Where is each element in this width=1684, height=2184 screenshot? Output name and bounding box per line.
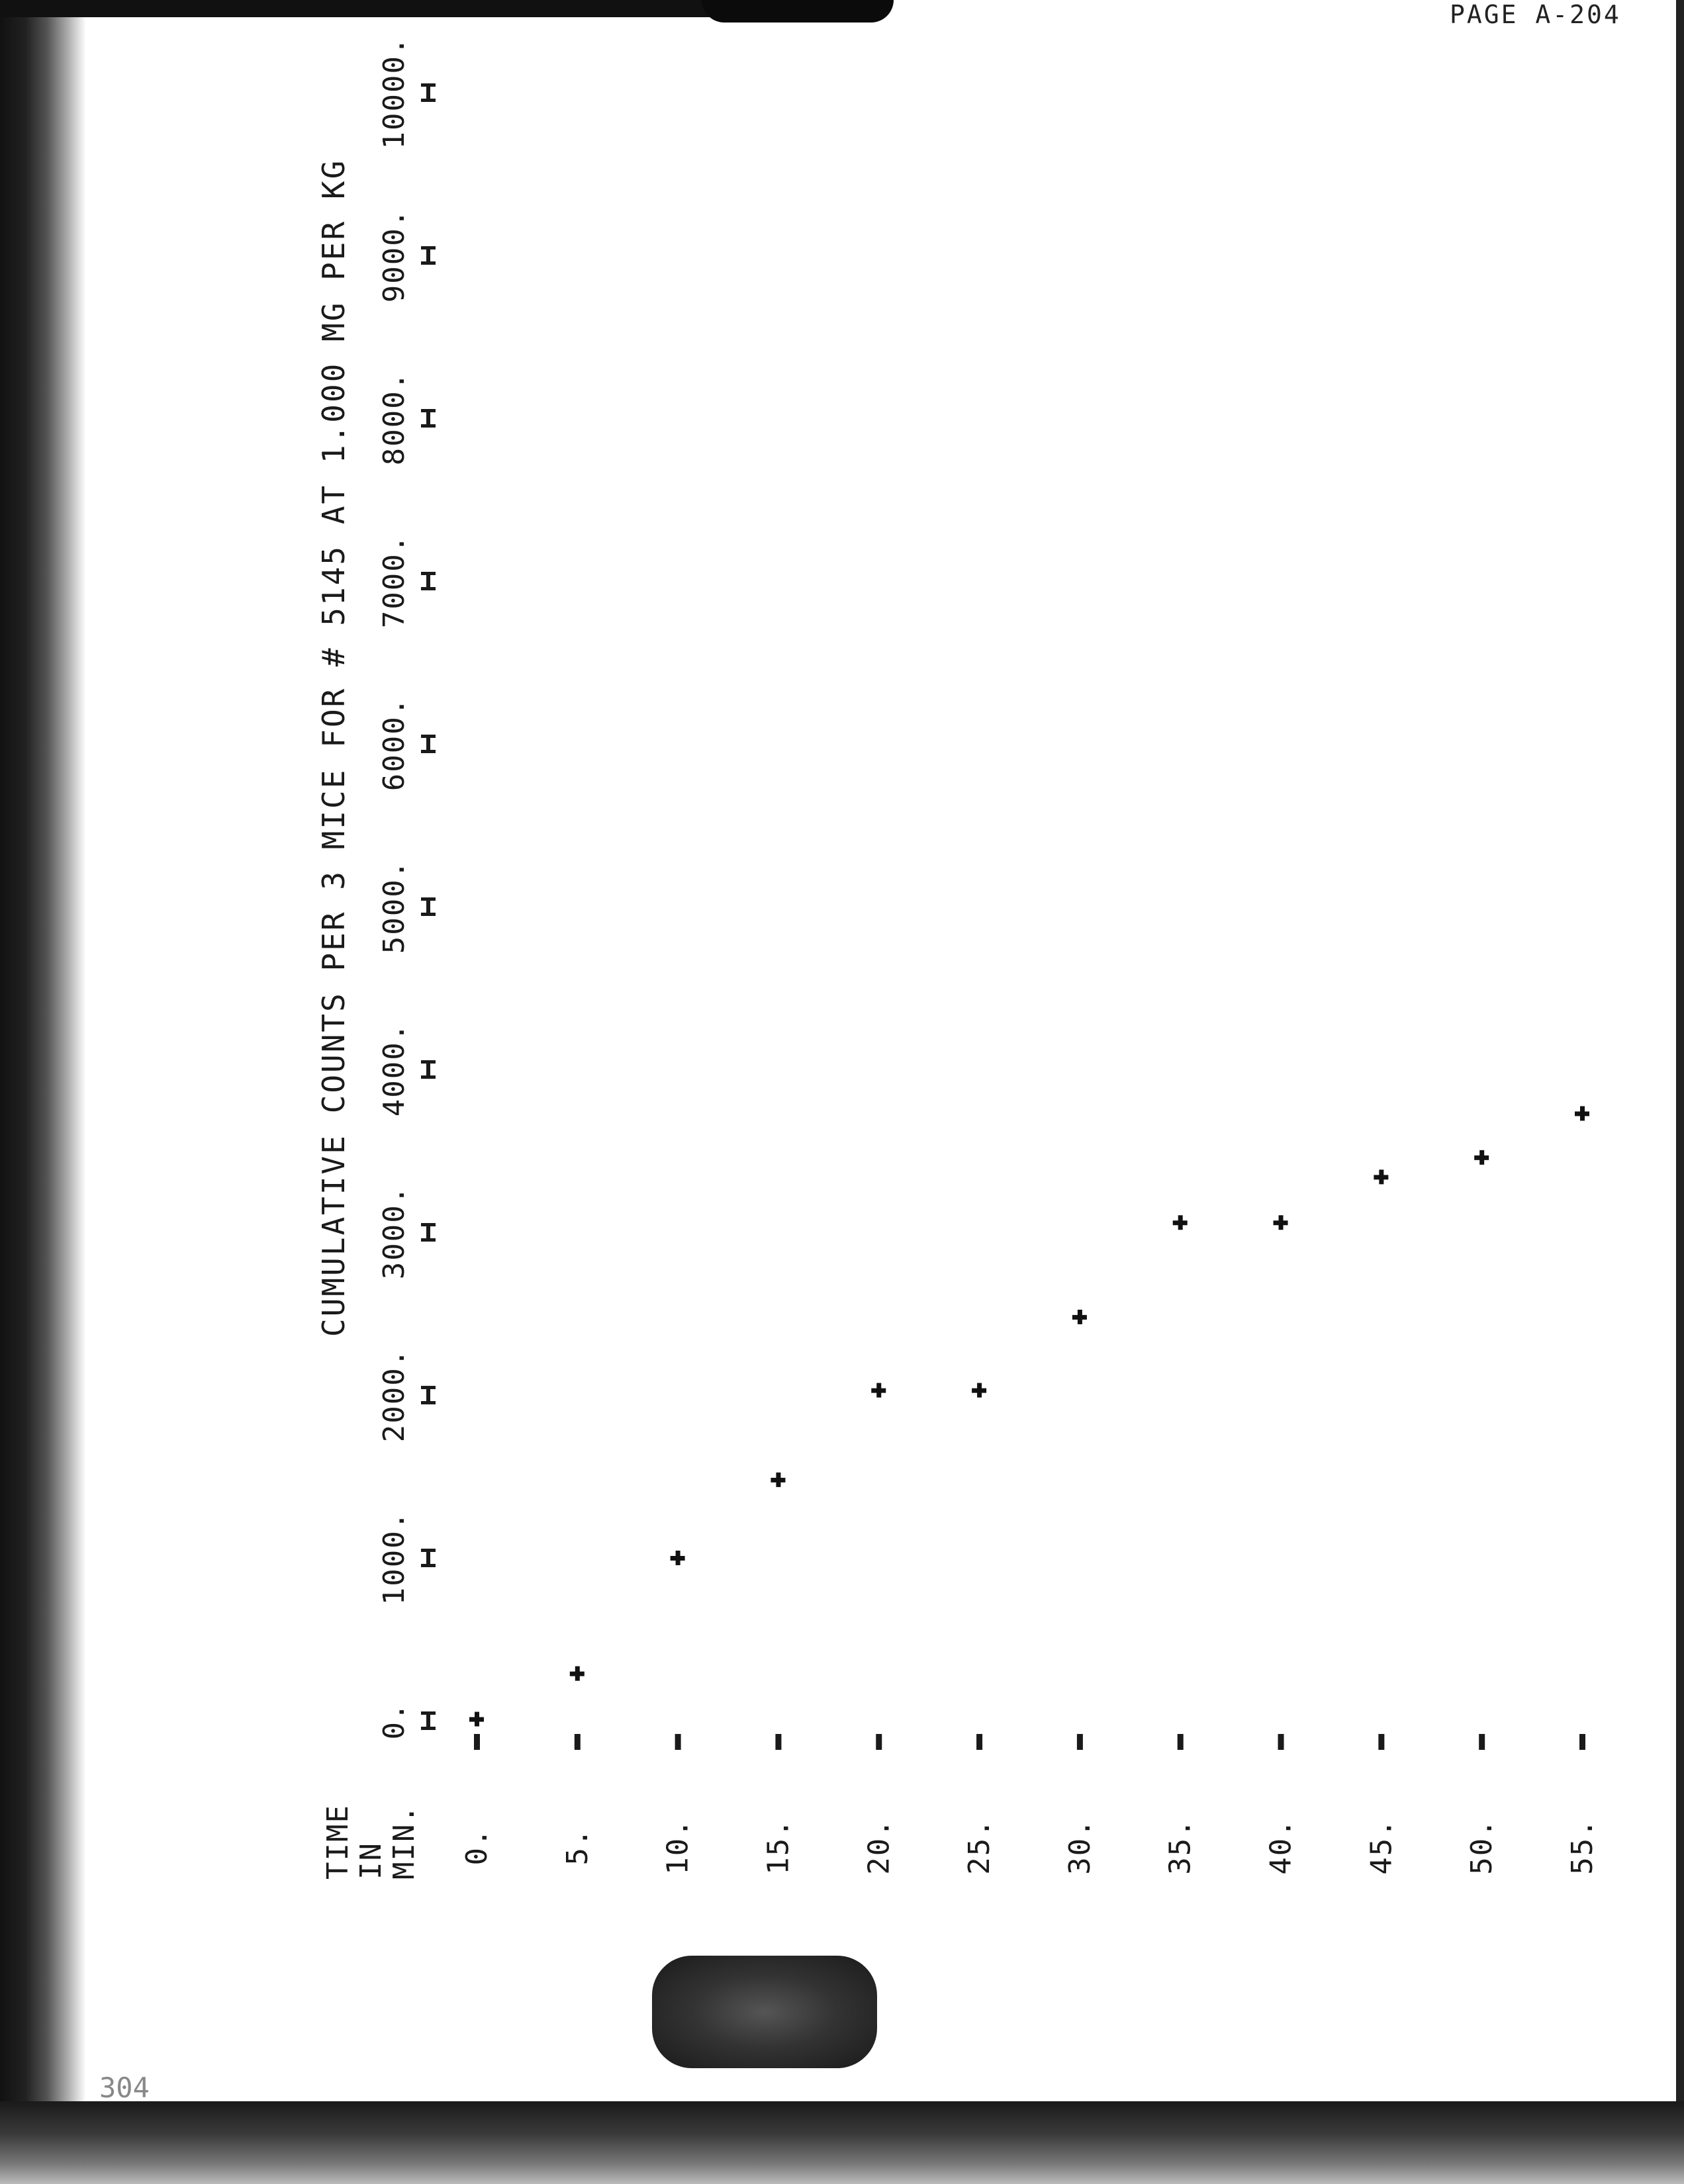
time-tick-label: 15.: [761, 1818, 796, 1875]
page-number-label: PAGE A-204: [1450, 0, 1621, 29]
count-tick-serif: [421, 897, 436, 901]
count-tick-label: 9000.: [377, 208, 411, 303]
data-point: [1274, 1215, 1288, 1230]
count-tick-serif: [421, 1711, 436, 1715]
count-tick-serif: [421, 913, 436, 916]
time-tick-mark: [1378, 1734, 1384, 1750]
count-tick-label: 8000.: [377, 371, 411, 466]
count-tick-label: 2000.: [377, 1347, 411, 1443]
count-tick-label: 5000.: [377, 859, 411, 954]
count-tick-serif: [421, 424, 436, 428]
count-tick-serif: [421, 1727, 436, 1730]
chart-title: CUMULATIVE COUNTS PER 3 MICE FOR # 5145 AT 1.000 MG PER KG: [316, 158, 351, 1337]
time-tick-mark: [474, 1734, 480, 1750]
data-point: [771, 1473, 785, 1487]
count-tick-serif: [421, 750, 436, 753]
data-point: [1474, 1150, 1489, 1165]
time-tick-label: 55.: [1566, 1818, 1599, 1875]
count-tick-label: 10000.: [377, 36, 411, 150]
data-point: [570, 1666, 585, 1681]
time-tick-mark: [976, 1734, 982, 1750]
count-tick-serif: [421, 735, 436, 738]
time-axis-label-line: IN: [354, 1842, 388, 1880]
count-tick-serif: [421, 1386, 436, 1389]
time-tick-mark: [1278, 1734, 1284, 1750]
data-point: [1374, 1169, 1388, 1184]
time-tick-label: 50.: [1465, 1818, 1499, 1875]
count-tick-serif: [421, 246, 436, 250]
count-tick-serif: [421, 1060, 436, 1064]
count-tick-serif: [421, 83, 436, 87]
data-point: [972, 1383, 986, 1398]
data-point: [671, 1551, 685, 1565]
time-tick-label: 20.: [862, 1818, 896, 1875]
time-axis-label: [321, 1804, 421, 1880]
count-axis: [377, 36, 436, 1740]
time-tick-mark: [575, 1734, 581, 1750]
time-tick-label: 5.: [560, 1827, 594, 1866]
data-point: [1173, 1215, 1188, 1230]
corner-handwritten-code: 304: [99, 2071, 150, 2104]
time-tick-label: 40.: [1264, 1818, 1298, 1875]
time-tick-label: 30.: [1062, 1818, 1097, 1875]
time-tick-label: 10.: [661, 1818, 695, 1875]
count-tick-serif: [421, 1075, 436, 1079]
time-tick-label: 35.: [1163, 1818, 1197, 1875]
count-tick-serif: [421, 1238, 436, 1242]
time-axis-label-line: MIN.: [387, 1804, 421, 1880]
data-point: [871, 1383, 886, 1398]
count-tick-serif: [421, 409, 436, 412]
count-tick-label: 6000.: [377, 696, 411, 792]
time-axis-label-line: TIME: [321, 1804, 355, 1880]
time-tick-mark: [876, 1734, 882, 1750]
time-tick-mark: [1178, 1734, 1184, 1750]
count-tick-serif: [421, 1564, 436, 1567]
time-tick-mark: [1579, 1734, 1585, 1750]
count-tick-serif: [421, 1223, 436, 1226]
count-tick-serif: [421, 261, 436, 265]
count-tick-serif: [421, 1401, 436, 1404]
time-tick-label: 25.: [962, 1818, 997, 1875]
data-point: [469, 1712, 484, 1727]
time-tick-mark: [1479, 1734, 1485, 1750]
time-tick-mark: [675, 1734, 681, 1750]
count-tick-serif: [421, 99, 436, 102]
count-tick-label: 7000.: [377, 533, 411, 629]
time-tick-mark: [775, 1734, 781, 1750]
data-point: [1072, 1310, 1087, 1324]
time-axis: [460, 1734, 1599, 1875]
time-tick-label: 0.: [460, 1827, 494, 1866]
count-tick-serif: [421, 1549, 436, 1552]
count-tick-label: 4000.: [377, 1022, 411, 1117]
count-tick-label: 3000.: [377, 1185, 411, 1280]
count-tick-label: 0.: [377, 1702, 411, 1740]
count-tick-serif: [421, 587, 436, 590]
data-points: [469, 1106, 1589, 1726]
time-tick-label: 45.: [1364, 1818, 1399, 1875]
count-tick-label: 1000.: [377, 1510, 411, 1606]
count-tick-serif: [421, 572, 436, 575]
data-point: [1575, 1106, 1589, 1120]
time-tick-mark: [1077, 1734, 1083, 1750]
